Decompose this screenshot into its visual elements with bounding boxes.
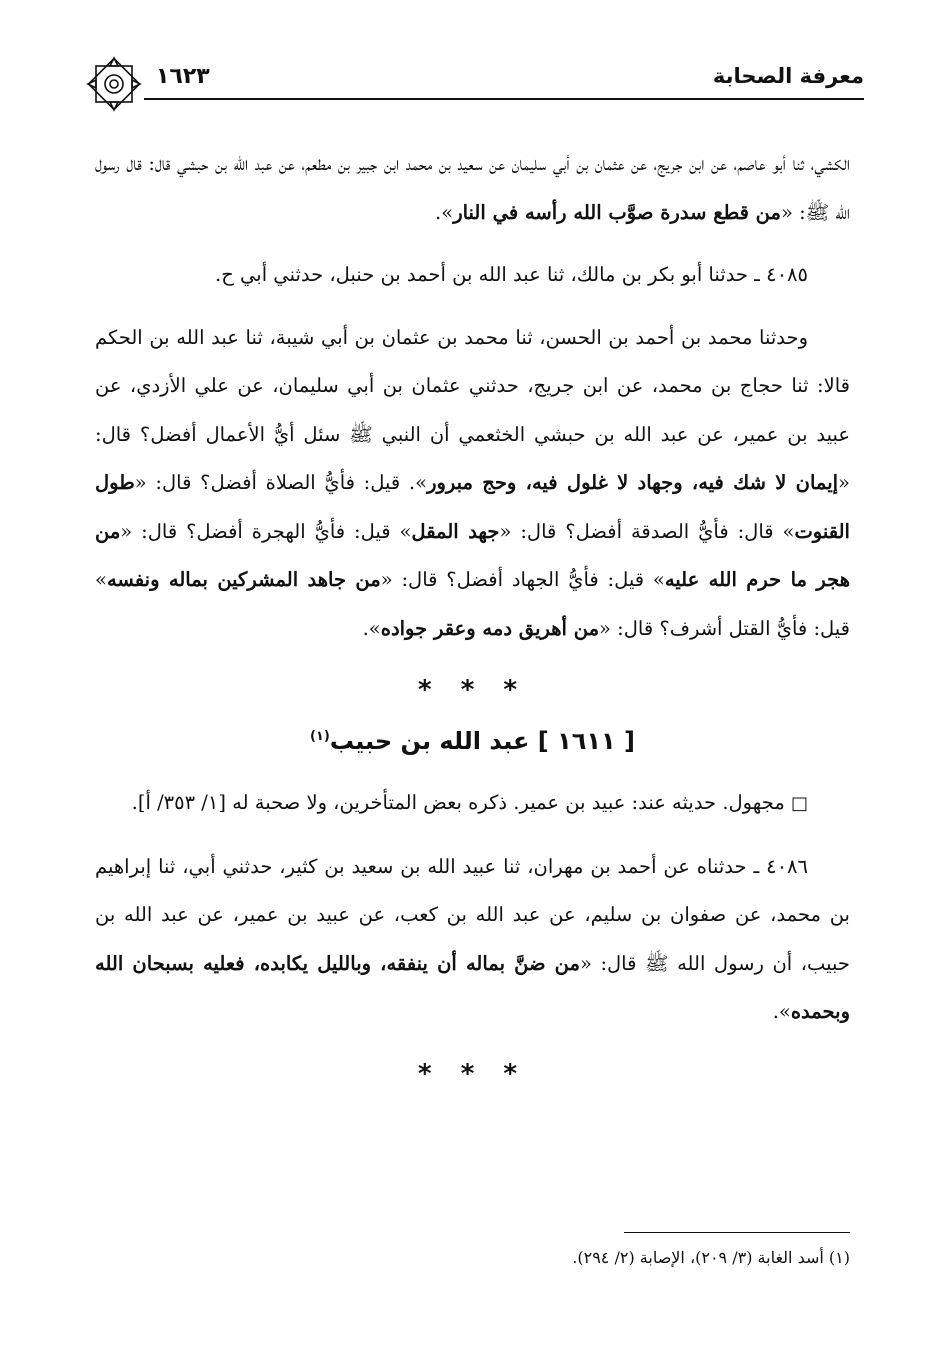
hadith-quote: من هجر ما حرم الله عليه (95, 519, 850, 591)
paragraph-text: » قال: فأيُّ الصدقة أفضل؟ قال: « (499, 519, 795, 543)
ornament-icon (84, 54, 144, 114)
paragraph-text: الكشي، ثنا أبو عاصم، عن ابن جريج، عن عثمان بن أبي سليمان عن سعيد بن محمد ابن جبير بن مطعم، عن عبد الله بن حبشي قال: قال رسول الله ﷺ: « (95, 152, 850, 224)
section-separator: * * * (418, 1058, 527, 1089)
footnote: (١) أسد الغابة (٣/ ٢٠٩)، الإصابة (٢/ ٢٩٤). (572, 1248, 850, 1267)
hadith-quote: من جاهد المشركين بماله ونفسه (106, 568, 381, 591)
paragraph-text: ». (772, 1000, 791, 1023)
paragraph-1 (95, 140, 850, 237)
entry-heading (95, 713, 850, 765)
hadith-quote: من ضنَّ بماله أن ينفقه، وبالليل يكابده، فعليه بسبحان الله وبحمده (95, 951, 850, 1023)
running-title: معرفة الصحابة (712, 64, 864, 88)
hadith-quote: جهد المقل (411, 519, 500, 543)
page-body (95, 140, 850, 1097)
footnote-rule (624, 1232, 850, 1233)
paragraph-text: » قيل: فأيُّ الجهاد أفضل؟ قال: « (380, 568, 665, 591)
paragraph-text: ». قيل: فأيُّ الصلاة أفضل؟ قال: « (134, 471, 428, 494)
paragraph-text: ». (435, 200, 454, 224)
hadith-quote: من قطع سدرة صوَّب الله رأسه في النار (453, 200, 781, 224)
page-number: ١٦٢٣ (156, 64, 210, 89)
section-separator: * * * (418, 675, 527, 705)
paragraph-3 (95, 314, 850, 654)
hadith-quote: طول القنوت (95, 471, 850, 543)
paragraph-4 (95, 779, 850, 829)
paragraph-text: مجهول. حديثه عند: عبيد بن عمير. ذكره بعض المتأخرين، ولا صحبة له [١/ ٣٥٣/ أ]. (131, 791, 785, 814)
hadith-quote: إيمان لا شك فيه، وجهاد لا غلول فيه، وحج مبرور (427, 471, 839, 494)
page-header (84, 60, 864, 120)
paragraph-text: ٤٠٨٦ ـ حدثناه عن أحمد بن مهران، ثنا عبيد الله بن سعيد بن كثير، حدثني أبي، ثنا إبراهيم بن محمد، عن صفوان بن سليم، عن عبد الله بن كعب، عن عبيد بن عمير، عن عبد الله بن حبيب، أن رسول الله ﷺ قال: « (95, 854, 850, 975)
paragraph-text: » قيل: فأيُّ الهجرة أفضل؟ قال: « (120, 519, 412, 543)
header-rule (144, 98, 864, 100)
paragraph-text: » قيل: فأيُّ القتل أشرف؟ قال: « (95, 568, 850, 640)
paragraph-text: وحدثنا محمد بن أحمد بن الحسن، ثنا محمد بن عثمان بن أبي شيبة، ثنا عبد الله بن الحكم قالا: ثنا حجاج بن محمد، عن ابن جريج، حدثني عثمان بن أبي سليمان، عن علي الأزدي، عن عبيد بن عمير، عن عبد الله بن حبشي الخثعمي أن النبي ﷺ سئل أيُّ الأعمال أفضل؟ قال: « (95, 325, 850, 494)
paragraph-2: ٤٠٨٥ ـ حدثنا أبو بكر بن مالك، ثنا عبد الله بن أحمد بن حنبل، حدثني أبي ح. (215, 263, 808, 286)
entry-title-text: [ ١٦١١ ] عبد الله بن حبيب (329, 727, 636, 755)
square-marker-icon: □ (790, 793, 808, 814)
footnote-reference: (١) (309, 729, 330, 744)
paragraph-text: ». (362, 616, 381, 640)
hadith-quote: من أهريق دمه وعقر جواده (380, 616, 600, 640)
paragraph-5 (95, 843, 850, 1037)
